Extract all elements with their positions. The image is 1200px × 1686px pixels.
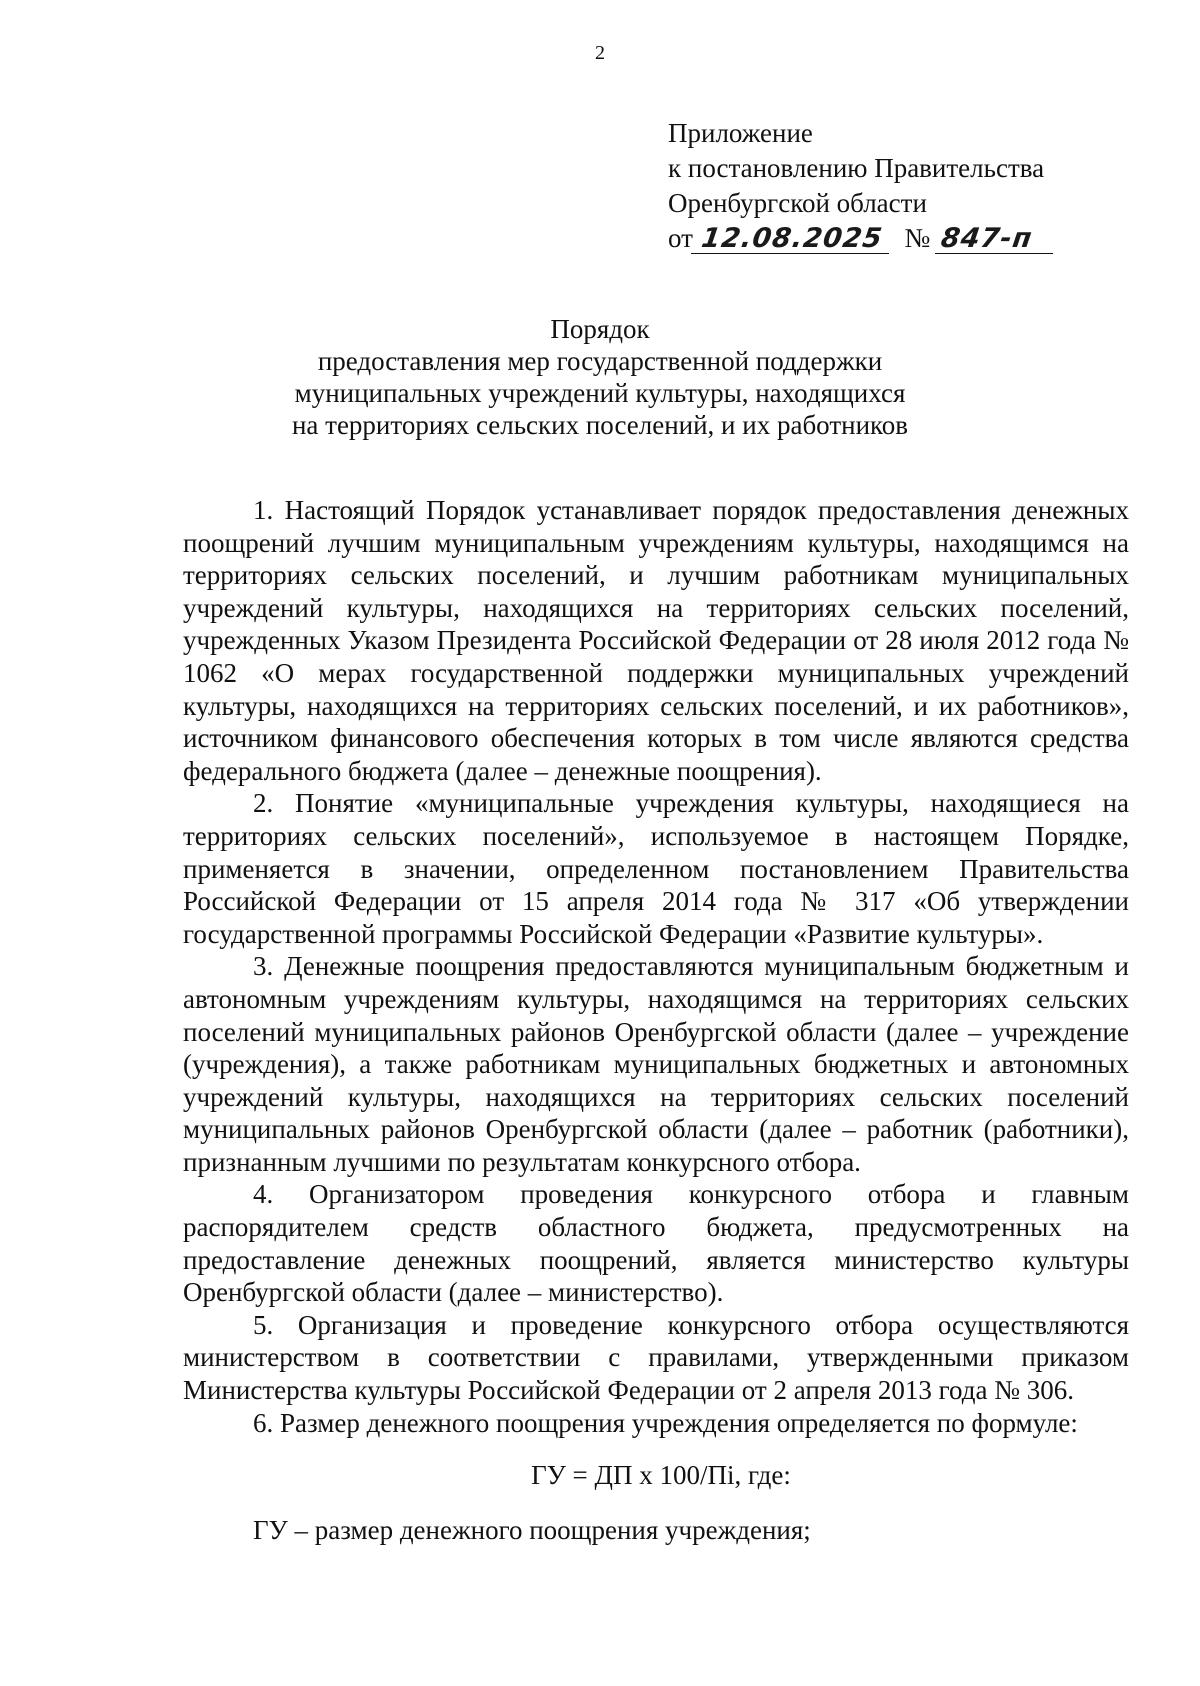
document-title (0, 313, 1200, 441)
appendix-region: Оренбургской области (668, 188, 927, 218)
from-prefix: от (668, 223, 693, 253)
document-body (183, 494, 1129, 1546)
handwritten-number: 847-п (935, 225, 1057, 254)
page-number: 2 (595, 42, 605, 64)
title-line-2: предоставления мер государственной поддержки (317, 346, 883, 376)
paragraph-5: 5. Организация и проведение конкурсного отбора осуществляются министерством в соответствии с правилами, утвержденными приказом Министерства культуры Российской Федерации от 2 апреля 2013 года № 306. (183, 1309, 1129, 1406)
appendix-heading: Приложение (668, 118, 813, 148)
title-line-3: муниципальных учреждений культуры, находящихся (294, 378, 906, 408)
appendix-date-number-row (668, 221, 1055, 256)
paragraph-6: 6. Размер денежного поощрения учреждения определяется по формуле: (253, 1407, 1078, 1438)
formula-definition: ГУ – размер денежного поощрения учреждения; (253, 1514, 811, 1545)
appendix-block (668, 116, 1055, 256)
paragraph-3: 3. Денежные поощрения предоставляются муниципальным бюджетным и автономным учреждениям культуры, находящимся на территориях сельских поселений муниципальных районов Оренбургской области (далее – учреждение (учреждения), а также работникам муниципальных бюджетных и автономных учреждений культуры, находящихся на территориях сельских поселений муниципальных районов Оренбургской области (далее – работник (работники), признанным лучшими по результатам конкурсного отбора. (183, 951, 1129, 1177)
formula: ГУ = ДП х 100/Пi, где: (531, 1460, 791, 1491)
title-line-4: на территориях сельских поселений, и их работников (291, 410, 909, 440)
number-prefix: № (904, 223, 931, 253)
appendix-resolution: к постановлению Правительства (668, 153, 1045, 183)
paragraph-2: 2. Понятие «муниципальные учреждения культуры, находящиеся на территориях сельских поселений», используемое в настоящем Порядке, применяется в значении, определенном постановлением Правительства Российской Федерации от 15 апреля 2014 года № 317 «Об утверждении государственной программы Российской Федерации «Развитие культуры». (183, 788, 1129, 949)
title-line-1: Порядок (550, 314, 650, 344)
handwritten-date: 12.08.2025 (691, 225, 893, 254)
paragraph-4: 4. Организатором проведения конкурсного отбора и главным распорядителем средств областного бюджета, предусмотренных на предоставление денежных поощрений, является министерство культуры Оренбургской области (далее – министерство). (183, 1179, 1129, 1308)
paragraph-1: 1. Настоящий Порядок устанавливает порядок предоставления денежных поощрений лучшим муниципальным учреждениям культуры, находящимся на территориях сельских поселений, и лучшим работникам муниципальных учреждений культуры, находящихся на территориях сельских поселений, учрежденных Указом Президента Российской Федерации от 28 июля 2012 года № 1062 «О мерах государственной поддержки муниципальных учреждений культуры, находящихся на территориях сельских поселений, и их работников», источником финансового обеспечения которых в том числе являются средства федерального бюджета (далее – денежные поощрения). (183, 495, 1129, 786)
